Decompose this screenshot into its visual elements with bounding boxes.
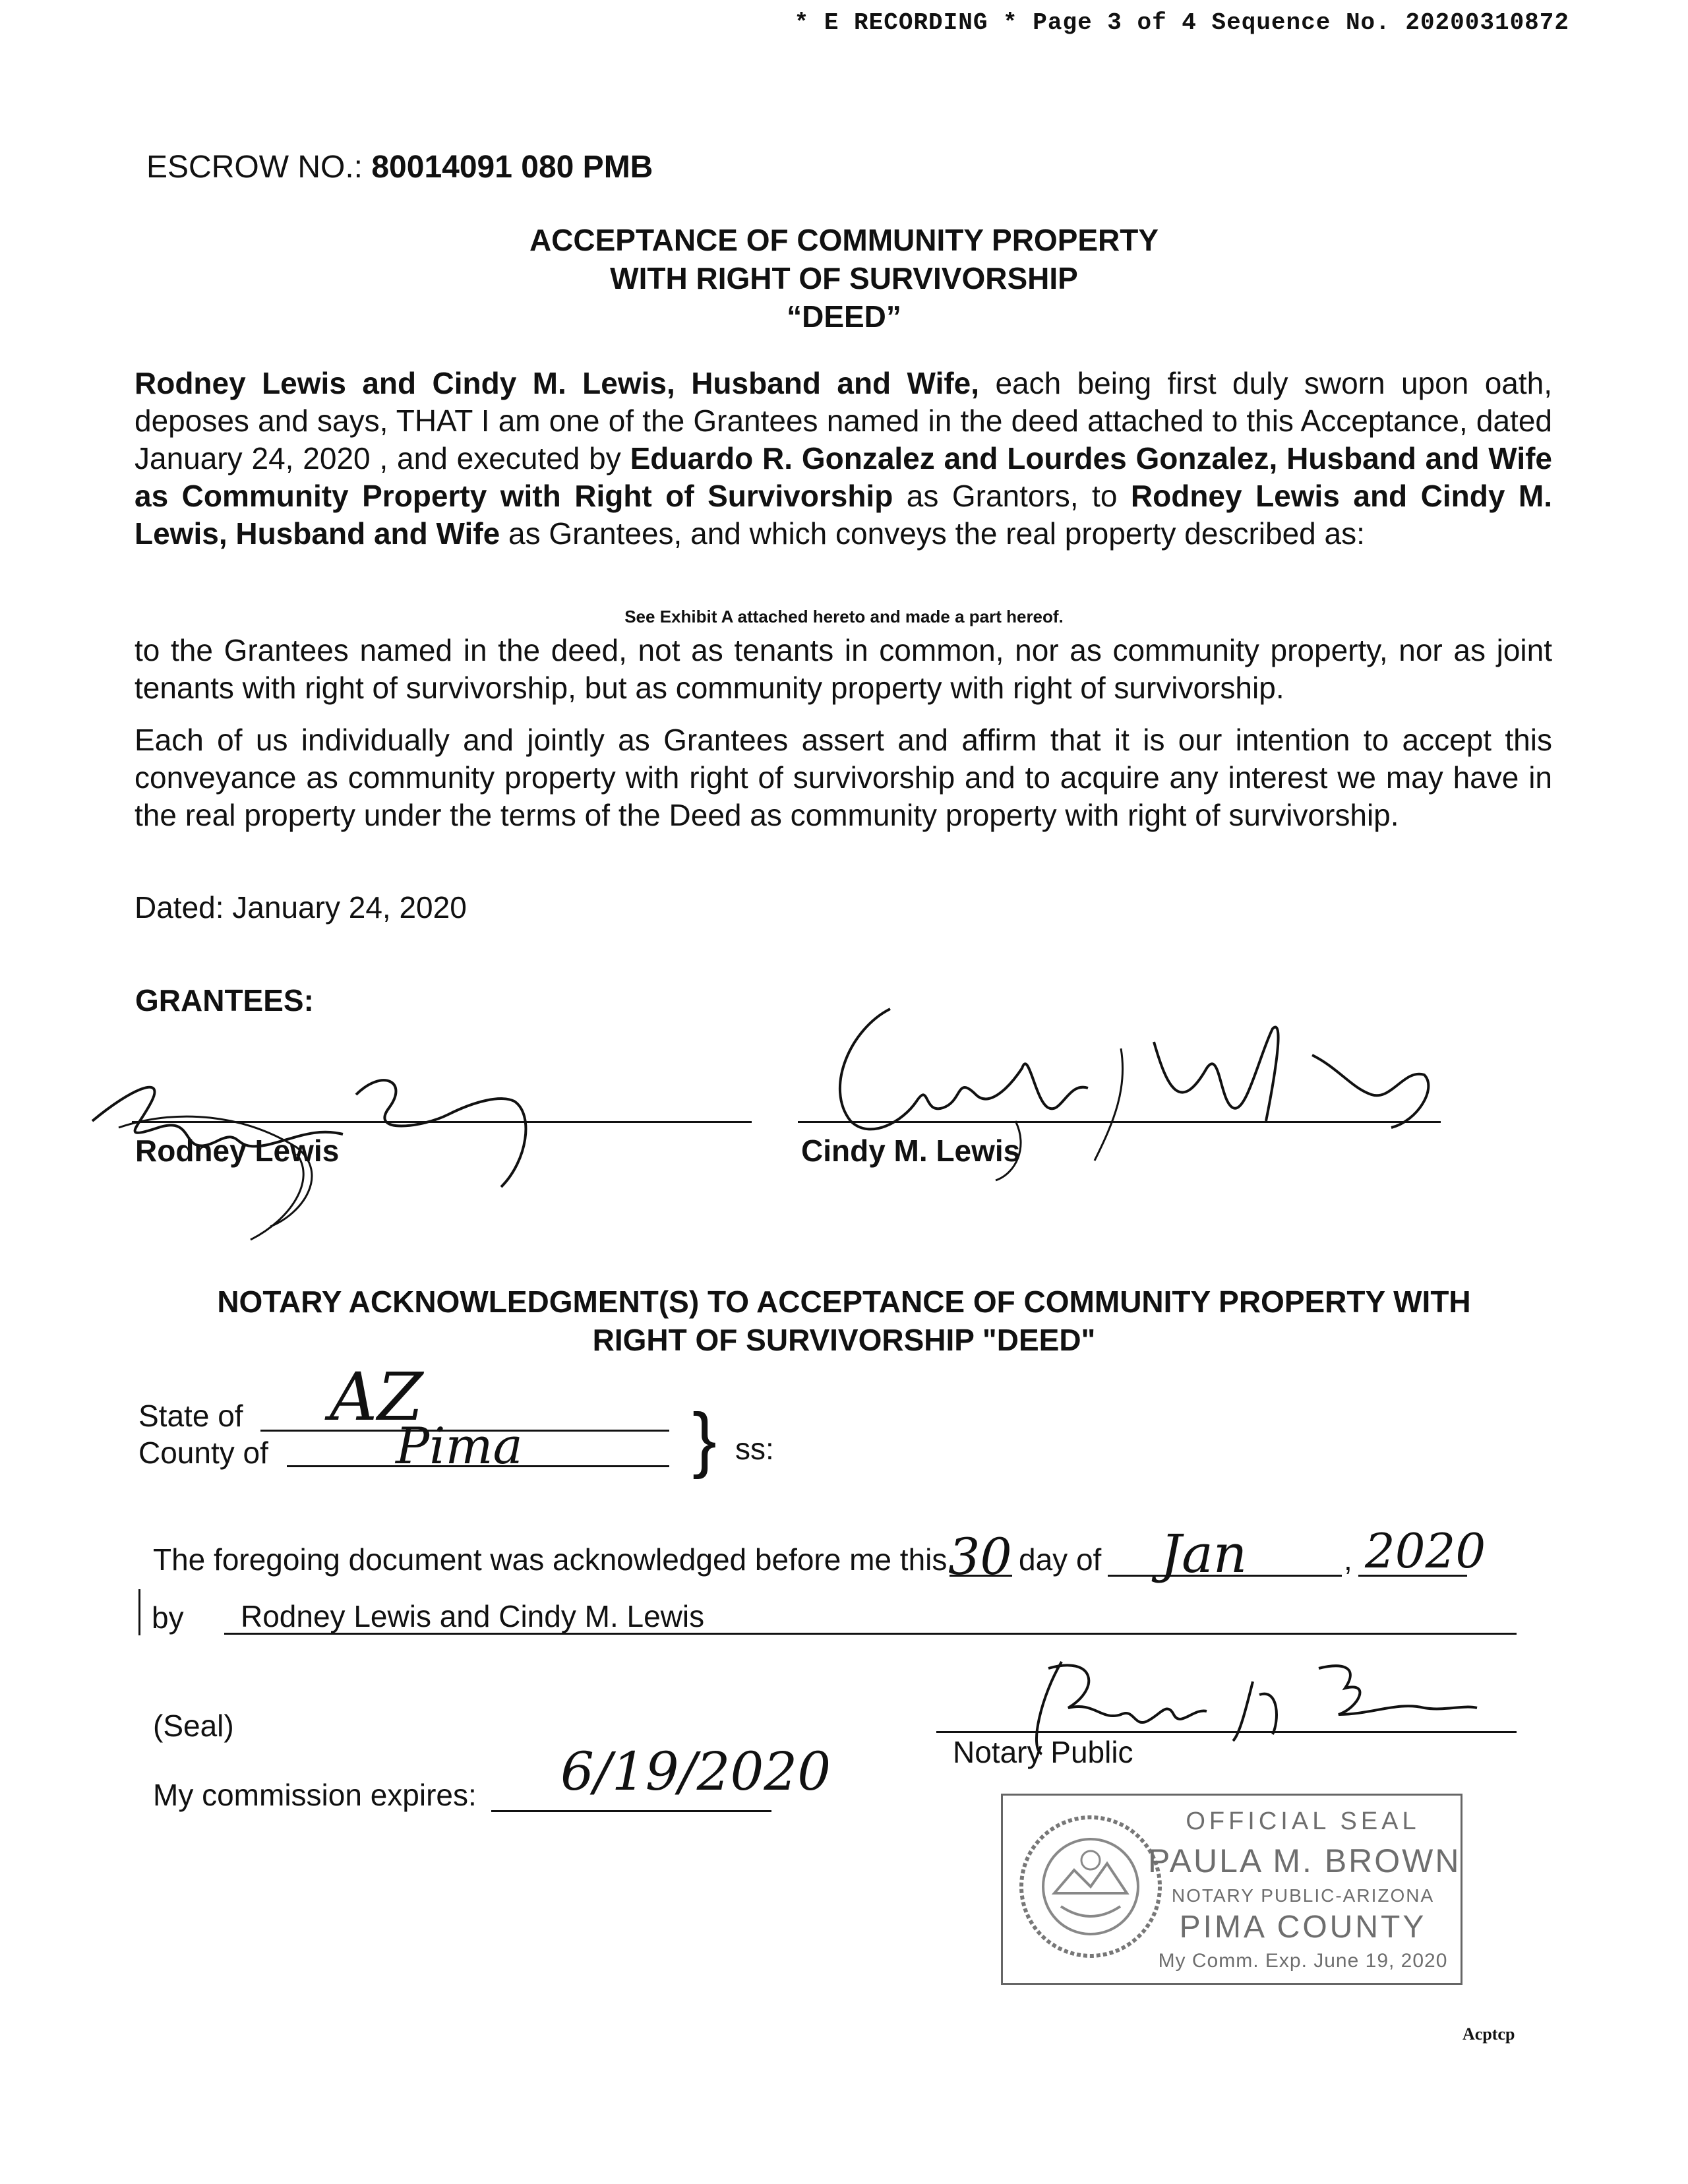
by-label: by — [152, 1600, 184, 1635]
oath-text-3: as Grantees, and which conveys the real property described as: — [500, 516, 1365, 551]
year-handwritten: 2020 — [1365, 1523, 1486, 1579]
grantee-names-bold-2: Rodney Lewis and Cindy M. Lewis, Husband and Wife — [135, 479, 1552, 551]
oath-paragraph — [135, 365, 1552, 553]
grantee2-name: Cindy M. Lewis — [801, 1134, 1021, 1168]
escrow-value: 80014091 080 PMB — [371, 150, 653, 185]
state-label: State of — [138, 1399, 243, 1433]
grantees-heading: GRANTEES: — [135, 983, 314, 1017]
comma: , — [1344, 1542, 1352, 1577]
form-code: Acptcp — [1462, 2024, 1515, 2044]
oath-text-1: each being first duly sworn upon oath, deposes and says, THAT I am one of the Grantees named in the deed attached to this Acceptance, dated January 24, 2020 , and executed by — [135, 366, 1553, 475]
grantor-names-bold: Eduardo R. Gonzalez and Lourdes Gonzalez, Husband and Wife as Community Property with Right of Survivorship — [135, 441, 1552, 513]
county-handwritten: Pima — [396, 1416, 523, 1475]
by-value: Rodney Lewis and Cindy M. Lewis — [241, 1599, 705, 1633]
oath-text-2: as Grantors, to — [893, 479, 1131, 513]
seal-line-4: PIMA COUNTY — [1179, 1910, 1427, 1945]
ack-text-1: The foregoing document was acknowledged before me this — [153, 1542, 948, 1577]
seal-line-5: My Comm. Exp. June 19, 2020 — [1158, 1950, 1448, 1972]
commission-handwritten: 6/19/2020 — [560, 1741, 831, 1802]
commission-label: My commission expires: — [153, 1778, 477, 1812]
tenancy-paragraph: to the Grantees named in the deed, not as tenants in common, nor as community property, nor as joint tenants with right of survivorship, but as community property with right of survivorship. — [135, 633, 1552, 705]
recording-header: * E RECORDING * Page 3 of 4 Sequence No. 20200310872 — [794, 9, 1569, 36]
month-handwritten: Jan — [1160, 1523, 1248, 1585]
doc-title-line2: WITH RIGHT OF SURVIVORSHIP — [610, 261, 1078, 295]
grantee2-signature — [811, 989, 1444, 1187]
notary-public-label: Notary Public — [953, 1735, 1133, 1769]
exhibit-note: See Exhibit A attached hereto and made a part hereof. — [624, 607, 1064, 626]
official-seal-stamp — [1001, 1794, 1462, 1985]
ss-brace: } — [692, 1399, 717, 1480]
commission-line — [491, 1810, 771, 1812]
grantee-names-bold: Rodney Lewis and Cindy M. Lewis, Husband and Wife, — [135, 366, 980, 400]
doc-title-line3: “DEED” — [787, 299, 901, 334]
seal-line-1: OFFICIAL SEAL — [1186, 1807, 1420, 1835]
ack-text-2: day of — [1019, 1542, 1102, 1577]
day-handwritten: 30 — [948, 1527, 1012, 1586]
dated-line: Dated: January 24, 2020 — [135, 890, 467, 925]
escrow-label: ESCROW NO.: — [146, 150, 363, 185]
grantee1-signature — [79, 1029, 554, 1246]
margin-bar — [138, 1589, 140, 1635]
seal-line-2: PAULA M. BROWN — [1148, 1842, 1461, 1879]
doc-title-line1: ACCEPTANCE OF COMMUNITY PROPERTY — [529, 223, 1159, 257]
grantee1-name: Rodney Lewis — [135, 1134, 340, 1168]
notary-heading-line2: RIGHT OF SURVIVORSHIP "DEED" — [592, 1323, 1096, 1357]
escrow-number — [146, 149, 653, 185]
ss-label: ss: — [735, 1432, 774, 1466]
county-label: County of — [138, 1436, 268, 1470]
state-handwritten: AZ — [330, 1358, 423, 1436]
arizona-state-seal-icon — [1015, 1807, 1166, 1966]
seal-label: (Seal) — [153, 1709, 234, 1743]
seal-line-3: NOTARY PUBLIC-ARIZONA — [1171, 1885, 1435, 1906]
affirmation-paragraph: Each of us individually and jointly as Grantees assert and affirm that it is our intention to accept this conveyance as community property with right of survivorship and to acquire any interest we may have in the real property under the terms of the Deed as community property with right of survivorship. — [135, 723, 1552, 832]
notary-heading-line1: NOTARY ACKNOWLEDGMENT(S) TO ACCEPTANCE OF COMMUNITY PROPERTY WITH — [217, 1285, 1471, 1319]
